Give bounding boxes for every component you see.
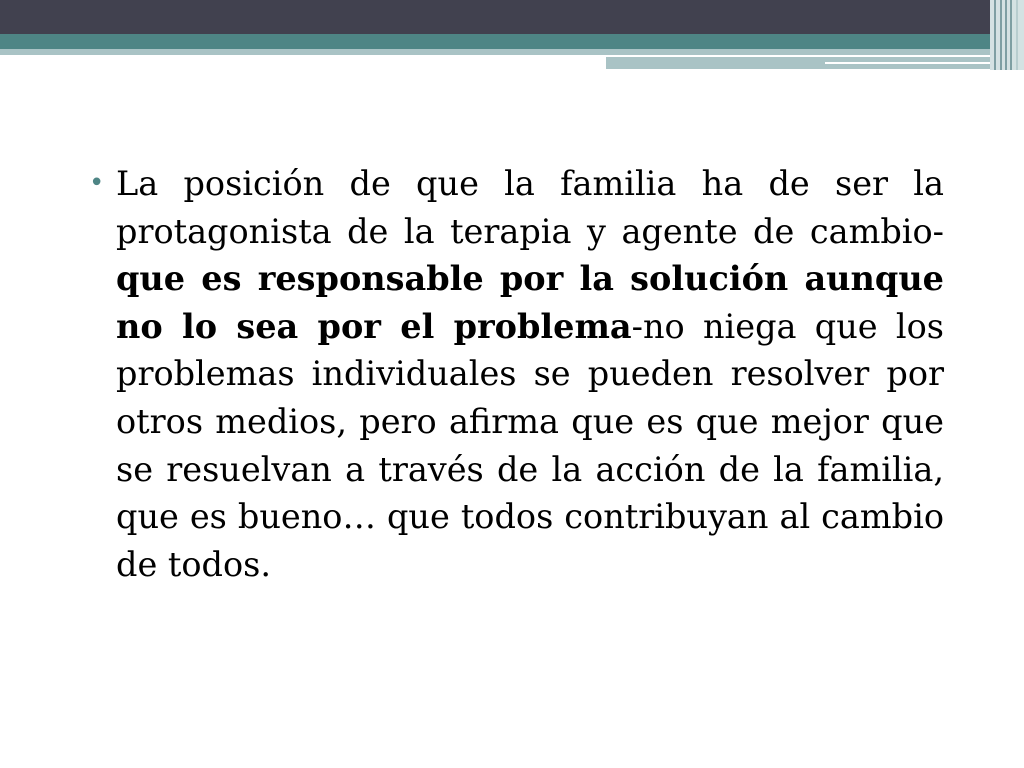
bullet-paragraph	[84, 160, 944, 588]
paragraph-text-part1: La posición de que la familia ha de ser la protagonista de la terapia y agente de cambio-	[116, 164, 944, 251]
header-divider-line	[606, 55, 996, 57]
header-dark-band	[0, 0, 1024, 34]
paragraph-text-part3: -no niega que los problemas individuales se pueden resolver por otros medios, pero afirma que es que mejor que se resuelvan a través de la acción de la familia, que es bueno… que todos contribuyan al cambio de todos.	[116, 306, 944, 584]
round-bullet-icon: •	[89, 168, 105, 198]
header-stripes-decoration	[990, 0, 1024, 70]
header-divider-line-short	[825, 62, 996, 64]
header-teal-band	[0, 34, 1024, 49]
header-light-band-right	[606, 49, 996, 69]
header-light-band-left	[0, 49, 606, 55]
paragraph-text-bold: que es responsable por la solución aunque no lo sea por el problema	[116, 259, 944, 346]
slide-body	[84, 160, 944, 588]
